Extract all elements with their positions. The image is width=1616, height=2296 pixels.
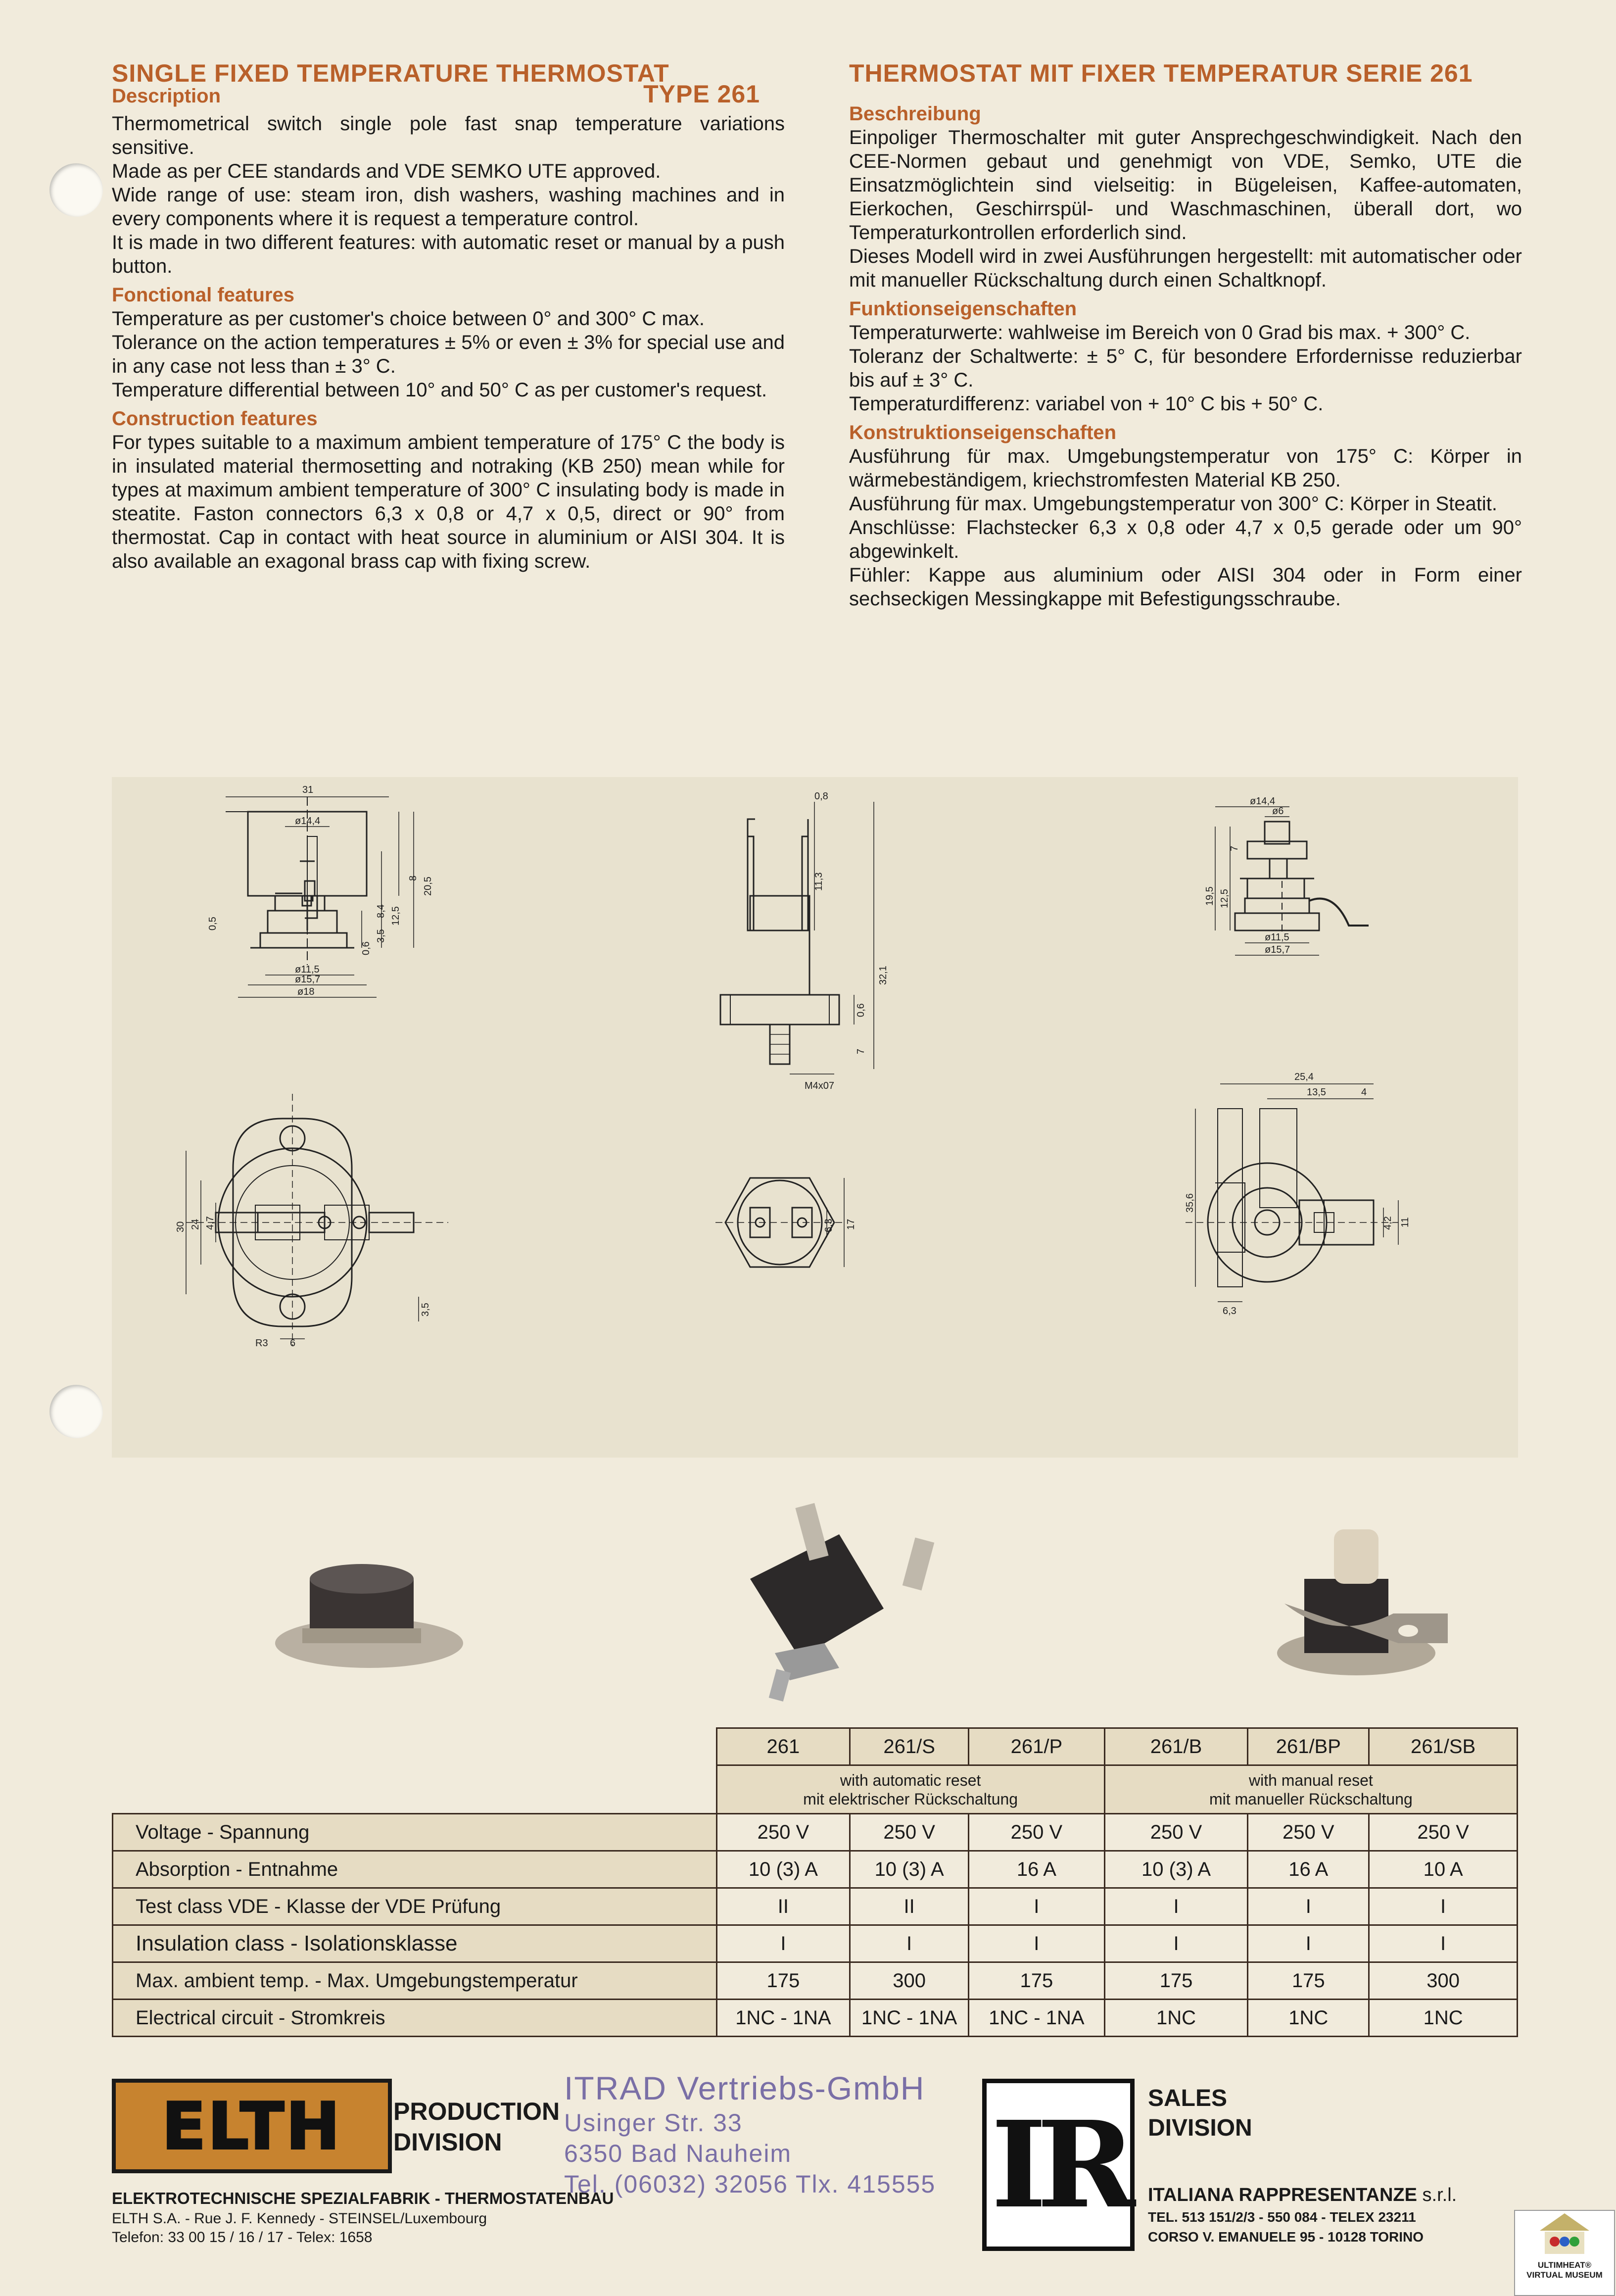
table-cell: I [969, 1925, 1105, 1962]
spec-table [112, 1727, 1518, 2037]
table-cell: 1NC - 1NA [716, 2000, 850, 2037]
manual-reset-de: mit manueller Rückschaltung [1209, 1790, 1413, 1808]
table-row [113, 1925, 1518, 1962]
ir-logo-text: IR [991, 2095, 1126, 2235]
right-constr-p3: Anschlüsse: Flachstecker 6,3 x 0,8 oder 4,7 x 0,5 gerade oder um 90° abgewinkelt. [849, 517, 1522, 562]
table-cell: 175 [1248, 1962, 1369, 2000]
dim-63-a: 6,3 [1223, 1306, 1236, 1317]
dim-18: ø18 [297, 986, 315, 997]
company-line: ELEKTROTECHNISCHE SPEZIALFABRIK - THERMOSTATENBAU [112, 2189, 614, 2207]
table-cell: 250 V [1248, 1814, 1369, 1851]
dim-125-b: 12,5 [1219, 889, 1230, 908]
table-cell: 175 [969, 1962, 1105, 2000]
row-label-insulation: Insulation class - Isolationsklasse [113, 1925, 717, 1962]
dim-24: 24 [190, 1219, 201, 1230]
dim-06-a: 0,6 [361, 941, 372, 955]
thermostat-photo-flange [239, 1564, 492, 1668]
right-func-p2: Toleranz der Schaltwerte: ± 5° C, für besondere Erfordernisse reduzierbar bis auf ± 3° C. [849, 345, 1522, 391]
table-cell: I [716, 1925, 850, 1962]
ir-logo [982, 2079, 1135, 2251]
dim-157-b: ø15,7 [1265, 944, 1290, 955]
left-title-type: TYPE 261 [643, 80, 760, 108]
dim-08: 0,8 [814, 791, 828, 802]
italiana-name: ITALIANA RAPPRESENTANZE [1148, 2185, 1417, 2205]
dim-115-a: ø11,5 [295, 964, 320, 975]
table-row [113, 1814, 1518, 1851]
dim-135: 13,5 [1307, 1087, 1326, 1098]
row-label-voltage: Voltage - Spannung [113, 1814, 717, 1851]
row-label-test-class: Test class VDE - Klasse der VDE Prüfung [113, 1888, 717, 1925]
manual-reset-side-view-drawing [1204, 796, 1369, 955]
table-cell: I [969, 1888, 1105, 1925]
auto-reset-de: mit elektrischer Rückschaltung [803, 1790, 1018, 1808]
auto-reset-group [716, 1765, 1104, 1814]
right-section-description-title: Beschreibung [849, 103, 981, 125]
dim-47: 4,7 [205, 1216, 216, 1230]
left-desc-p3: Wide range of use: steam iron, dish washers, washing machines and in every components where it is request a temperature control. [112, 184, 785, 230]
address-line: ELTH S.A. - Rue J. F. Kennedy - STEINSEL/Luxembourg [112, 2210, 487, 2227]
left-func-p1: Temperature as per customer's choice between 0° and 300° C max. [112, 308, 705, 330]
technical-drawings [112, 777, 1518, 1458]
manual-reset-en: with manual reset [1248, 1771, 1373, 1789]
table-cell: 175 [1104, 1962, 1248, 2000]
dim-4: 4 [1361, 1087, 1367, 1098]
table-cell: 16 A [1248, 1851, 1369, 1888]
italiana-srl: s.r.l. [1422, 2185, 1457, 2205]
auto-reset-en: with automatic reset [840, 1771, 981, 1789]
thermostat-photo-hex [750, 1503, 934, 1702]
table-cell: II [716, 1888, 850, 1925]
dim-125-a: 12,5 [390, 906, 401, 926]
table-cell: 250 V [850, 1814, 969, 1851]
table-row [113, 2000, 1518, 2037]
manual-reset-top-view-drawing [1185, 1072, 1411, 1317]
elth-logo-text: ELTH [162, 2088, 342, 2164]
binder-hole-bottom [49, 1385, 103, 1438]
dim-205: 20,5 [423, 877, 433, 896]
stamp-city: 6350 Bad Nauheim [564, 2140, 792, 2167]
dim-05: 0,5 [207, 917, 218, 930]
model-261-s: 261/S [850, 1728, 969, 1765]
table-cell: 250 V [1369, 1814, 1518, 1851]
stamp-street: Usinger Str. 33 [564, 2109, 743, 2137]
right-func-p1: Temperaturwerte: wahlweise im Bereich von 0 Grad bis max. + 300° C. [849, 322, 1471, 343]
table-cell: 250 V [716, 1814, 850, 1851]
division-label: DIVISION [393, 2128, 502, 2156]
left-func-p3: Temperature differential between 10° and 50° C as per customer's request. [112, 379, 767, 401]
table-cell: 1NC - 1NA [969, 2000, 1105, 2037]
stamp-phone: Tel. (06032) 32056 Tlx. 415555 [564, 2170, 936, 2198]
model-261: 261 [716, 1728, 850, 1765]
dim-157-a: ø15,7 [295, 974, 321, 985]
table-cell: 1NC [1369, 2000, 1518, 2037]
side-view-drawing [207, 784, 433, 997]
dim-7-a: 7 [856, 1048, 866, 1054]
italiana-tel: TEL. 513 151/2/3 - 550 084 - TELEX 23211 [1148, 2209, 1416, 2225]
table-row [113, 1851, 1518, 1888]
dim-30: 30 [175, 1221, 186, 1232]
dim-7-b: 7 [1229, 845, 1240, 851]
dim-115-b: ø11,5 [1265, 932, 1289, 943]
table-cell: 10 (3) A [716, 1851, 850, 1888]
dim-254: 25,4 [1294, 1072, 1314, 1082]
dim-144-a: ø14,4 [295, 816, 321, 827]
dim-17: 17 [846, 1219, 856, 1230]
dim-06-b: 0,6 [856, 1003, 866, 1017]
dim-35-a: 3,5 [376, 929, 386, 943]
model-261-bp: 261/BP [1248, 1728, 1369, 1765]
product-photos [112, 1495, 1518, 1722]
dim-113: 11,3 [813, 872, 824, 891]
dim-35-b: 3,5 [420, 1303, 431, 1317]
table-cell: 250 V [969, 1814, 1105, 1851]
sales-division [1148, 2084, 1252, 2143]
dim-r3: R3 [255, 1338, 268, 1349]
table-cell: 1NC - 1NA [850, 2000, 969, 2037]
left-constr-p1: For types suitable to a maximum ambient temperature of 175° C the body is in insulated material thermosetting and notraking (KB 250) mean while for types at maximum ambient temperature of 300° C insulating body is made in steatite. Faston connectors 6,3 x 0,8 or 4,7 x 0,5, direct or 90° from thermostat. Cap in contact with heat source in aluminium or AISI 304. It is also available an exagonal brass cap with fixing screw. [112, 432, 785, 572]
phone-line: Telefon: 33 00 15 / 16 / 17 - Telex: 1658 [112, 2229, 373, 2246]
production-division [393, 2096, 560, 2157]
right-constr-p2: Ausführung für max. Umgebungstemperatur von 300° C: Körper in Steatit. [849, 493, 1497, 515]
dim-144-b: ø14,4 [1250, 796, 1276, 807]
table-cell: I [1369, 1925, 1518, 1962]
row-label-max-temp: Max. ambient temp. - Max. Umgebungstemperatur [113, 1962, 717, 2000]
left-func-p2: Tolerance on the action temperatures ± 5% or even ± 3% for special use and in any case not less than ± 3° C. [112, 332, 785, 377]
table-cell: 1NC [1104, 2000, 1248, 2037]
dim-m4: M4x07 [805, 1080, 835, 1091]
table-row [113, 1962, 1518, 2000]
model-261-p: 261/P [969, 1728, 1105, 1765]
thermostat-photo-manual-reset [1277, 1529, 1448, 1675]
table-cell: I [850, 1925, 969, 1962]
production-label: PRODUCTION [393, 2098, 560, 2125]
italiana-corso: CORSO V. EMANUELE 95 - 10128 TORINO [1148, 2229, 1424, 2245]
row-label-circuit: Electrical circuit - Stromkreis [113, 2000, 717, 2037]
elth-logo [112, 2079, 392, 2173]
dim-6: ø6 [1272, 806, 1284, 817]
right-constr-p4: Fühler: Kappe aus aluminium oder AISI 304 oder in Form einer sechseckigen Messingkappe mit Befestigungsschraube. [849, 564, 1522, 610]
table-cell: 300 [850, 1962, 969, 2000]
table-cell: I [1369, 1888, 1518, 1925]
model-261-sb: 261/SB [1369, 1728, 1518, 1765]
left-desc-p4: It is made in two different features: with automatic reset or manual by a push button. [112, 232, 785, 277]
row-label-absorption: Absorption - Entnahme [113, 1851, 717, 1888]
table-cell: I [1104, 1888, 1248, 1925]
table-cell: 10 A [1369, 1851, 1518, 1888]
german-column [849, 59, 1522, 611]
left-section-description-title: Description [112, 85, 221, 107]
right-desc-p1: Einpoliger Thermoschalter mit guter Ansprechgeschwindigkeit. Nach den CEE-Normen gebaut und genehmigt von VDE, Semko, UTE die Einsatzmöglichtein sind vielseitig: in Bügeleisen, Kaffee-automaten, Eierkochen, Geschirrspül- und Waschmaschinen, überall dort, wo Temperaturkontrollen erforderlich sind. [849, 127, 1522, 244]
english-column [112, 59, 785, 573]
table-cell: I [1248, 1925, 1369, 1962]
table-cell: 10 (3) A [850, 1851, 969, 1888]
right-constr-p1: Ausführung für max. Umgebungstemperatur von 175° C: Körper in wärmebeständigem, kriechstromfesten Material KB 250. [849, 445, 1522, 491]
manual-reset-group [1104, 1765, 1517, 1814]
left-section-construction-title: Construction features [112, 408, 318, 430]
dim-42: 4,2 [1382, 1216, 1393, 1230]
museum-line-2: VIRTUAL MUSEUM [1526, 2270, 1603, 2280]
table-cell: 1NC [1248, 2000, 1369, 2037]
dim-6-b: 6 [290, 1338, 296, 1349]
dim-84: 8,4 [376, 904, 386, 918]
table-cell: 250 V [1104, 1814, 1248, 1851]
right-func-p3: Temperaturdifferenz: variabel von + 10° C bis + 50° C. [849, 393, 1324, 415]
model-261-b: 261/B [1104, 1728, 1248, 1765]
table-row [113, 1888, 1518, 1925]
sales-division-label: DIVISION [1148, 2115, 1252, 2141]
dim-8: 8 [408, 875, 419, 881]
museum-line-1: ULTIMHEAT® [1537, 2260, 1592, 2270]
italiana-address [1148, 2183, 1524, 2247]
right-section-construction-title: Konstruktionseigenschaften [849, 422, 1117, 443]
table-cell: 300 [1369, 1962, 1518, 2000]
stamp-company: ITRAD Vertriebs-GmbH [564, 2070, 925, 2106]
left-desc-p2: Made as per CEE standards and VDE SEMKO UTE approved. [112, 160, 661, 182]
dim-356: 35,6 [1185, 1193, 1195, 1213]
right-section-functional-title: Funktionseigenschaften [849, 298, 1077, 320]
flange-top-view-drawing [175, 1094, 448, 1349]
table-cell: 175 [716, 1962, 850, 2000]
ultimheat-museum-logo [1514, 2210, 1615, 2296]
dim-31: 31 [302, 784, 314, 795]
dim-195: 19,5 [1204, 886, 1215, 906]
table-cell: II [850, 1888, 969, 1925]
left-title: SINGLE FIXED TEMPERATURE THERMOSTAT [112, 59, 669, 87]
hex-side-view-drawing [720, 791, 889, 1091]
table-cell: 10 (3) A [1104, 1851, 1248, 1888]
left-desc-p1: Thermometrical switch single pole fast snap temperature variations sensitive. [112, 113, 785, 158]
sales-label: SALES [1148, 2085, 1228, 2111]
right-title: THERMOSTAT MIT FIXER TEMPERATUR SERIE 261 [849, 59, 1473, 87]
museum-building-icon [1535, 2211, 1594, 2258]
table-cell: I [1104, 1925, 1248, 1962]
dim-321: 32,1 [878, 966, 889, 985]
itrad-stamp [564, 2069, 936, 2199]
dim-11: 11 [1400, 1217, 1411, 1227]
table-cell: I [1248, 1888, 1369, 1925]
right-desc-p2: Dieses Modell wird in zwei Ausführungen hergestellt: mit automatischer oder mit manueller Rückschaltung durch einen Schaltknopf. [849, 245, 1522, 291]
binder-hole-top [49, 163, 103, 217]
left-section-functional-title: Fonctional features [112, 284, 294, 306]
hex-top-view-drawing [715, 1178, 856, 1267]
table-cell: 16 A [969, 1851, 1105, 1888]
elth-address [112, 2188, 614, 2247]
dim-63-b: 6,3 [823, 1219, 834, 1232]
